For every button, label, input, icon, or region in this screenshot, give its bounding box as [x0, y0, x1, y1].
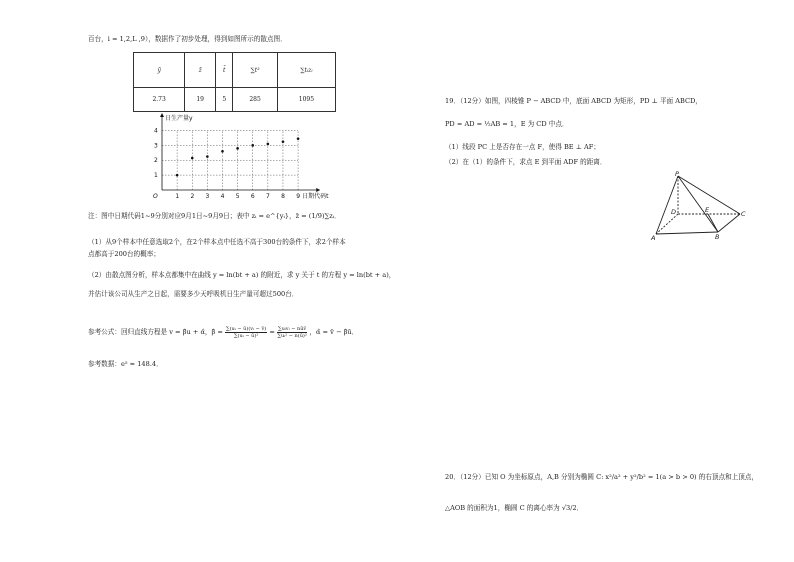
reference-data: 参考数据：e⁵ ≈ 148.4．: [88, 360, 163, 368]
data-point: [282, 140, 285, 143]
vertex-label: C: [741, 210, 746, 218]
table-note: 注：图中日期代码1~9分别对应9月1日~9月9日；表中 zᵢ = e^{yᵢ}，z̄ = (1/9)∑zᵢ．: [88, 212, 341, 220]
y-tick-label: 4: [154, 127, 158, 135]
reference-formula-label: 参考公式：回归直线方程是 v = β̂u + α̂，β̂ =: [88, 328, 223, 336]
y-axis-label: 日生产量y: [165, 115, 193, 122]
edge-AB: [656, 232, 718, 234]
edge-PA: [656, 176, 678, 234]
reference-formula: [88, 318, 358, 346]
x-tick-label: 7: [266, 193, 270, 200]
question-19-line-3: （1）线段 PC 上是否存在一点 F，使得 BE ⊥ AF；: [445, 143, 600, 151]
question-1-line-2: 点都高于200台的概率；: [88, 250, 160, 258]
edge-BC: [718, 214, 740, 232]
question-2-line-1: （2）由散点图分析，样本点都集中在曲线 y = ln(bt + a) 的附近，求 y 关于 t 的方程 y = ln(bt + a)，: [88, 271, 396, 279]
vertex-label: D: [671, 208, 677, 216]
origin-label: O: [153, 193, 158, 200]
formula-fraction: [225, 326, 267, 339]
x-tick-label: 6: [250, 193, 255, 200]
table-value-cell: 285: [233, 88, 277, 112]
table-header-cell: ∑tᵢzᵢ: [277, 53, 335, 88]
data-point: [191, 157, 194, 160]
data-point: [206, 155, 209, 158]
table-header-cell: ∑t²: [233, 53, 277, 88]
x-tick-label: 4: [220, 193, 225, 200]
x-tick-label: 3: [205, 193, 210, 200]
question-1-line-1: （1）从9个样本中任意选取2个，在2个样本点中任选不高于300台的条件下，求2个样本: [88, 238, 346, 246]
table-header-cell: t̄: [216, 53, 233, 88]
formula-denominator: ∑(uᵢ − ū)²: [233, 332, 259, 339]
x-tick-label: 9: [296, 193, 301, 200]
question-20-line-2: △AOB 的面积为1，椭圆 C 的离心率为 √3/2．: [445, 504, 584, 512]
question-19-line-1: 19．（12分）如图，四棱锥 P − ABCD 中，底面 ABCD 为矩形，PD ⊥ 平面 ABCD，: [445, 97, 702, 105]
equals-sign: =: [269, 328, 275, 336]
vertex-label: P: [675, 170, 679, 178]
formula-numerator: ∑(uᵢ − ū)(vᵢ − v̄): [226, 325, 267, 332]
statistics-table: [133, 52, 336, 112]
question-2-line-2: 并估计该公司从生产之日起，需要多少天呼吸机日生产量可超过500台．: [88, 290, 299, 298]
formula-numerator: ∑uᵢvᵢ − nūv̄: [278, 325, 307, 332]
vertex-label: E: [705, 206, 710, 214]
pyramid-figure: [648, 170, 752, 242]
question-20-line-1: 20．（12分）已知 O 为坐标原点，A,B 分别为椭圆 C: x²/a² + y²/b² = 1(a > b > 0) 的右顶点和上顶点，: [445, 473, 759, 481]
data-point: [251, 144, 254, 147]
scatter-plot: [140, 112, 330, 202]
y-tick-label: 2: [154, 157, 158, 165]
edge-PB: [678, 176, 718, 232]
intro-text: 百台，i = 1,2,L ,9），数据作了初步处理，得到如图所示的散点图．: [88, 35, 287, 43]
reference-formula-tail: ，α̂ = v̄ − β̂ū．: [309, 328, 359, 336]
x-tick-label: 5: [235, 193, 240, 200]
table-value-cell: 19: [185, 88, 216, 112]
table-value-cell: 2.73: [134, 88, 185, 112]
x-axis-arrow: [316, 188, 320, 192]
table-header-cell: z̄: [185, 53, 216, 88]
question-19-line-2: PD = AD = ½AB = 1，E 为 CD 中点．: [445, 120, 569, 128]
vertex-label: B: [715, 233, 720, 241]
data-point: [221, 150, 224, 153]
y-axis-arrow: [160, 113, 164, 117]
table-value-cell: 5: [216, 88, 233, 112]
segment-BE: [708, 214, 718, 232]
y-tick-label: 3: [154, 142, 158, 150]
x-tick-label: 8: [281, 193, 285, 200]
x-tick-label: 1: [175, 193, 180, 200]
formula-fraction: [277, 326, 307, 339]
vertex-label: A: [651, 234, 656, 242]
question-19-line-4: （2）在（1）的条件下，求点 E 到平面 ADF 的距离．: [445, 158, 607, 166]
data-point: [297, 137, 300, 140]
data-point: [236, 147, 239, 150]
x-axis-label: 日期代码t: [302, 193, 329, 200]
table-header-cell: ȳ: [134, 53, 185, 88]
x-tick-label: 2: [190, 193, 195, 200]
data-point: [267, 143, 270, 146]
data-point: [176, 174, 179, 177]
formula-denominator: ∑uᵢ² − n(ū)²: [277, 332, 307, 339]
edge-DA: [656, 214, 678, 234]
y-tick-label: 1: [154, 172, 158, 180]
table-value-cell: 1095: [277, 88, 335, 112]
